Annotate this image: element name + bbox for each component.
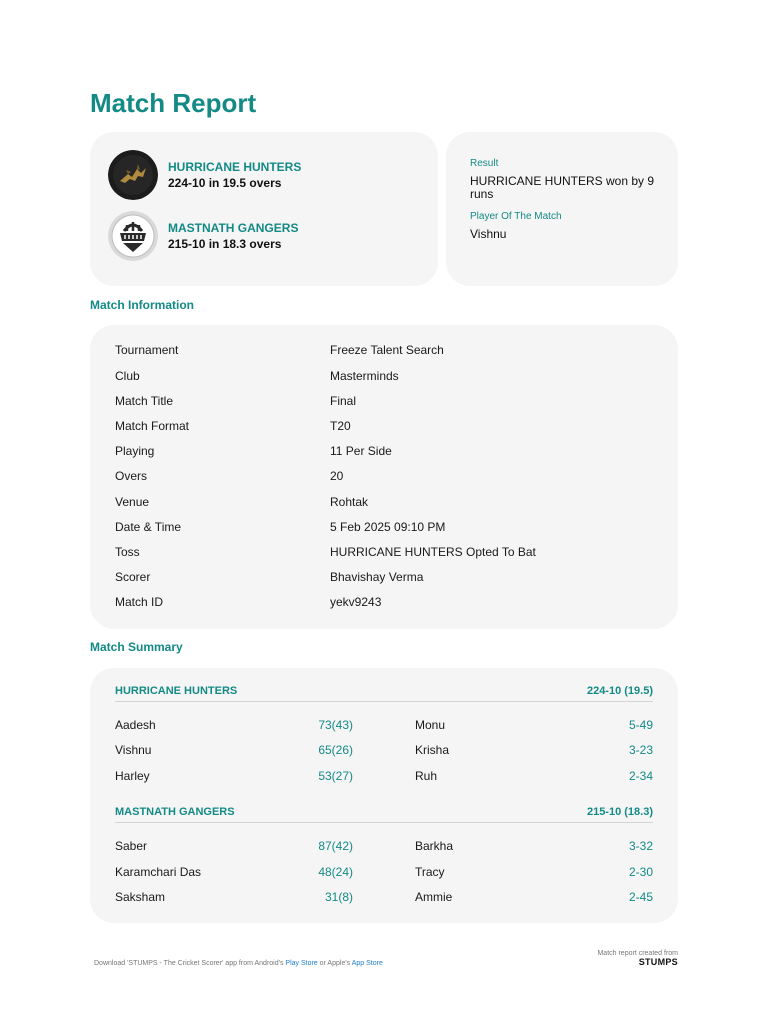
play-store-link[interactable]: Play Store [285, 960, 318, 967]
team-score: 215-10 in 18.3 overs [168, 237, 282, 251]
info-key: Venue [115, 495, 150, 509]
batter-runs: 65(26) [318, 743, 353, 757]
footer-download-text [94, 960, 383, 967]
team-logo-mastnath-gangers [108, 211, 158, 261]
bowler-name: Ammie [415, 890, 453, 904]
match-information-title: Match Information [90, 298, 194, 312]
info-value: Final [330, 394, 357, 408]
innings-total: 224-10 (19.5) [586, 685, 653, 697]
info-key: Scorer [115, 570, 151, 584]
bowler-name: Tracy [415, 865, 445, 879]
info-key: Date & Time [115, 520, 182, 534]
batter-name: Saksham [115, 890, 166, 904]
innings-team: HURRICANE HUNTERS [115, 685, 238, 697]
batter-name: Vishnu [115, 743, 152, 757]
info-value: T20 [330, 419, 351, 433]
innings-header [115, 806, 653, 823]
info-value: 5 Feb 2025 09:10 PM [330, 520, 446, 534]
info-key: Match ID [115, 595, 164, 609]
player-of-match-label: Player Of The Match [470, 211, 562, 222]
teams-card [90, 132, 438, 286]
info-value: Rohtak [330, 495, 369, 509]
info-value: yekv9243 [330, 595, 382, 609]
footer-text: or Apple's [317, 960, 352, 967]
info-key: Match Format [115, 419, 190, 433]
bowler-name: Monu [415, 718, 446, 732]
info-value: 11 Per Side [330, 444, 392, 458]
result-value: HURRICANE HUNTERS won by 9 runs [470, 174, 655, 201]
info-key: Toss [115, 545, 140, 559]
batter-runs: 73(43) [318, 718, 353, 732]
team-name: MASTNATH GANGERS [168, 221, 299, 235]
match-information-card [90, 325, 678, 629]
result-label: Result [470, 158, 499, 169]
match-summary-card [90, 668, 678, 923]
bowler-figures: 3-32 [628, 839, 653, 853]
footer-branding [597, 950, 678, 967]
info-key: Match Title [115, 394, 174, 408]
team-row [108, 150, 301, 200]
bowler-figures: 5-49 [628, 718, 653, 732]
batter-runs: 87(42) [318, 839, 353, 853]
team-row [108, 211, 298, 261]
batter-runs: 31(8) [324, 890, 353, 904]
info-key: Tournament [115, 343, 179, 357]
created-from-text: Match report created from [597, 950, 678, 957]
stumps-logo: STUMPS [638, 957, 678, 967]
batter-runs: 48(24) [318, 865, 353, 879]
bowler-name: Ruh [415, 769, 438, 783]
innings-total: 215-10 (18.3) [586, 806, 653, 818]
info-value: 20 [330, 469, 344, 483]
bowler-name: Krisha [415, 743, 450, 757]
result-card [446, 132, 678, 286]
bowler-figures: 2-34 [628, 769, 653, 783]
match-summary-title: Match Summary [90, 640, 183, 654]
batter-name: Aadesh [115, 718, 156, 732]
batter-runs: 53(27) [318, 769, 353, 783]
bowler-figures: 2-30 [628, 865, 653, 879]
team-logo-hurricane-hunters [108, 150, 158, 200]
info-value: Bhavishay Verma [330, 570, 424, 584]
info-key: Playing [115, 444, 155, 458]
team-name: HURRICANE HUNTERS [168, 160, 302, 174]
innings-team: MASTNATH GANGERS [115, 806, 235, 818]
page-title: Match Report [90, 88, 257, 118]
player-of-match-value: Vishnu [470, 227, 507, 241]
bowler-figures: 3-23 [628, 743, 653, 757]
batter-name: Saber [115, 839, 148, 853]
info-key: Club [115, 369, 140, 383]
info-value: Masterminds [330, 369, 399, 383]
bowler-name: Barkha [415, 839, 454, 853]
bowler-figures: 2-45 [628, 890, 653, 904]
info-value: HURRICANE HUNTERS Opted To Bat [330, 545, 536, 559]
info-key: Overs [115, 469, 148, 483]
batter-name: Karamchari Das [115, 865, 202, 879]
info-value: Freeze Talent Search [330, 343, 444, 357]
team-score: 224-10 in 19.5 overs [168, 176, 282, 190]
batter-name: Harley [115, 769, 150, 783]
footer-text: Download 'STUMPS - The Cricket Scorer' app from Android's [94, 960, 286, 967]
innings-header [115, 685, 653, 702]
app-store-link[interactable]: App Store [351, 960, 383, 967]
